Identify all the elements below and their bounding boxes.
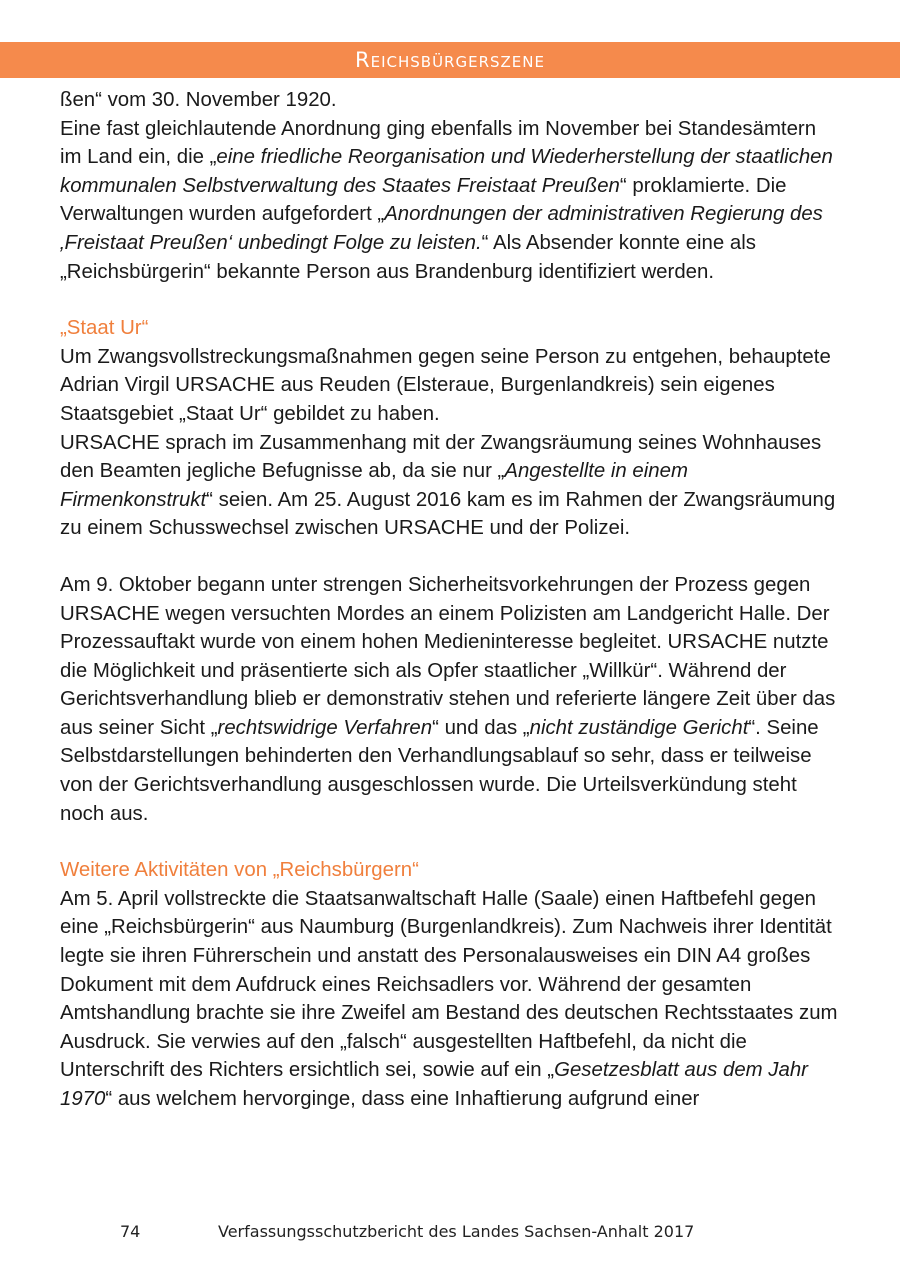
text-run: “ proklamierte. Die Verwaltungen wurden aufgefordert „ (60, 174, 787, 226)
heading-staat-ur: „Staat Ur“ (60, 317, 149, 340)
quote-italic: rechtswidrige Verfahren (217, 716, 433, 739)
section-title: Reichsbürgerszene (355, 48, 545, 72)
quote-italic: Angestellte in einem Firmenkonstrukt (60, 460, 688, 511)
quote-italic: Anordnungen der administrativen Regierung des ‚Freistaat Preußen‘ unbedingt Folge zu leisten. (60, 203, 823, 254)
page-footer (0, 1222, 900, 1246)
text-run: Am 5. April vollstreckte die Staatsanwaltschaft Halle (Saale) einen Haftbefehl gegen eine „Reichsbürgerin“ aus Naumburg (Burgenlandkreis). Zum Nachweis ihrer Identität legte sie ihren Führerschein und anstatt des Personalausweises ein DIN A4 großes Dokument mit dem Aufdruck eines Reichsadlers vor. Während der gesamten Amtshandlung brachte sie ihre Zweifel am Bestand des deutschen Rechtsstaates zum Ausdruck. Sie verwies auf den „falsch“ ausgestellten Haftbefehl, da nicht die Unterschrift des Richters ersichtlich sei, sowie auf ein „ (60, 887, 838, 1082)
quote-italic: Gesetzesblatt aus dem Jahr 1970 (60, 1059, 808, 1110)
paragraph-zwangsraeumung (60, 429, 840, 543)
text-run: “ seien. Am 25. August 2016 kam es im Rahmen der Zwangsräumung zu einem Schusswechsel zwischen URSACHE und der Polizei. (60, 488, 836, 540)
paragraph-haftbefehl (60, 885, 840, 1114)
page-number: 74 (120, 1222, 141, 1241)
publication-title: Verfassungsschutzbericht des Landes Sachsen-Anhalt 2017 (218, 1222, 695, 1241)
heading-weitere-aktivitaeten: Weitere Aktivitäten von „Reichsbürgern“ (60, 859, 419, 882)
text-run: Am 9. Oktober begann unter strengen Sicherheitsvorkehrungen der Prozess gegen URSACHE wegen versuchten Mordes an einem Polizisten am Landgericht Halle. Der Prozessauftakt wurde von einem hohen Medieninteresse begleitet. URSACHE nutzte die Möglichkeit und präsentierte sich als Opfer staatlicher „Willkür“. Während der Gerichtsverhandlung blieb er demonstrativ stehen und referierte längere Zeit über das aus seiner Sicht „ (60, 573, 836, 739)
text-run: “ aus welchem hervorginge, dass eine Inhaftierung aufgrund einer (105, 1088, 700, 1110)
text-run: “ Als Absender konnte eine als „Reichsbürgerin“ bekannte Person aus Brandenburg identifiziert werden. (60, 231, 756, 283)
text-run: “. Seine Selbstdarstellungen behinderten den Verhandlungsablauf so sehr, dass er teilweise von der Gerichtsverhandlung ausgeschlossen wurde. Die Urteilsverkündung steht noch aus. (60, 716, 819, 825)
page-body (60, 86, 840, 1114)
paragraph-anordnung (60, 115, 840, 287)
text-run: “ und das „ (432, 716, 530, 739)
paragraph-ursache-intro: Um Zwangsvollstreckungsmaßnahmen gegen seine Person zu entgehen, behauptete Adrian Virgil URSACHE aus Reuden (Elsteraue, Burgenlandkreis) sein eigenes Staatsgebiet „Staat Ur“ gebildet zu haben. (60, 345, 831, 425)
text-run: URSACHE sprach im Zusammenhang mit der Zwangsräumung seines Wohnhauses den Beamten jegliche Befugnisse ab, da sie nur „ (60, 431, 822, 483)
quote-italic: eine friedliche Reorganisation und Wiederherstellung der staatlichen kommunalen Selbstverwaltung des Staates Freistaat Preußen (60, 146, 833, 197)
quote-italic: nicht zuständige Gericht (529, 716, 749, 739)
intro-line: ßen“ vom 30. November 1920. (60, 89, 337, 111)
section-header-banner (0, 42, 900, 78)
text-run: Eine fast gleichlautende Anordnung ging ebenfalls im November bei Standesämtern im Land ein, die „ (60, 117, 817, 169)
paragraph-prozess (60, 571, 840, 828)
